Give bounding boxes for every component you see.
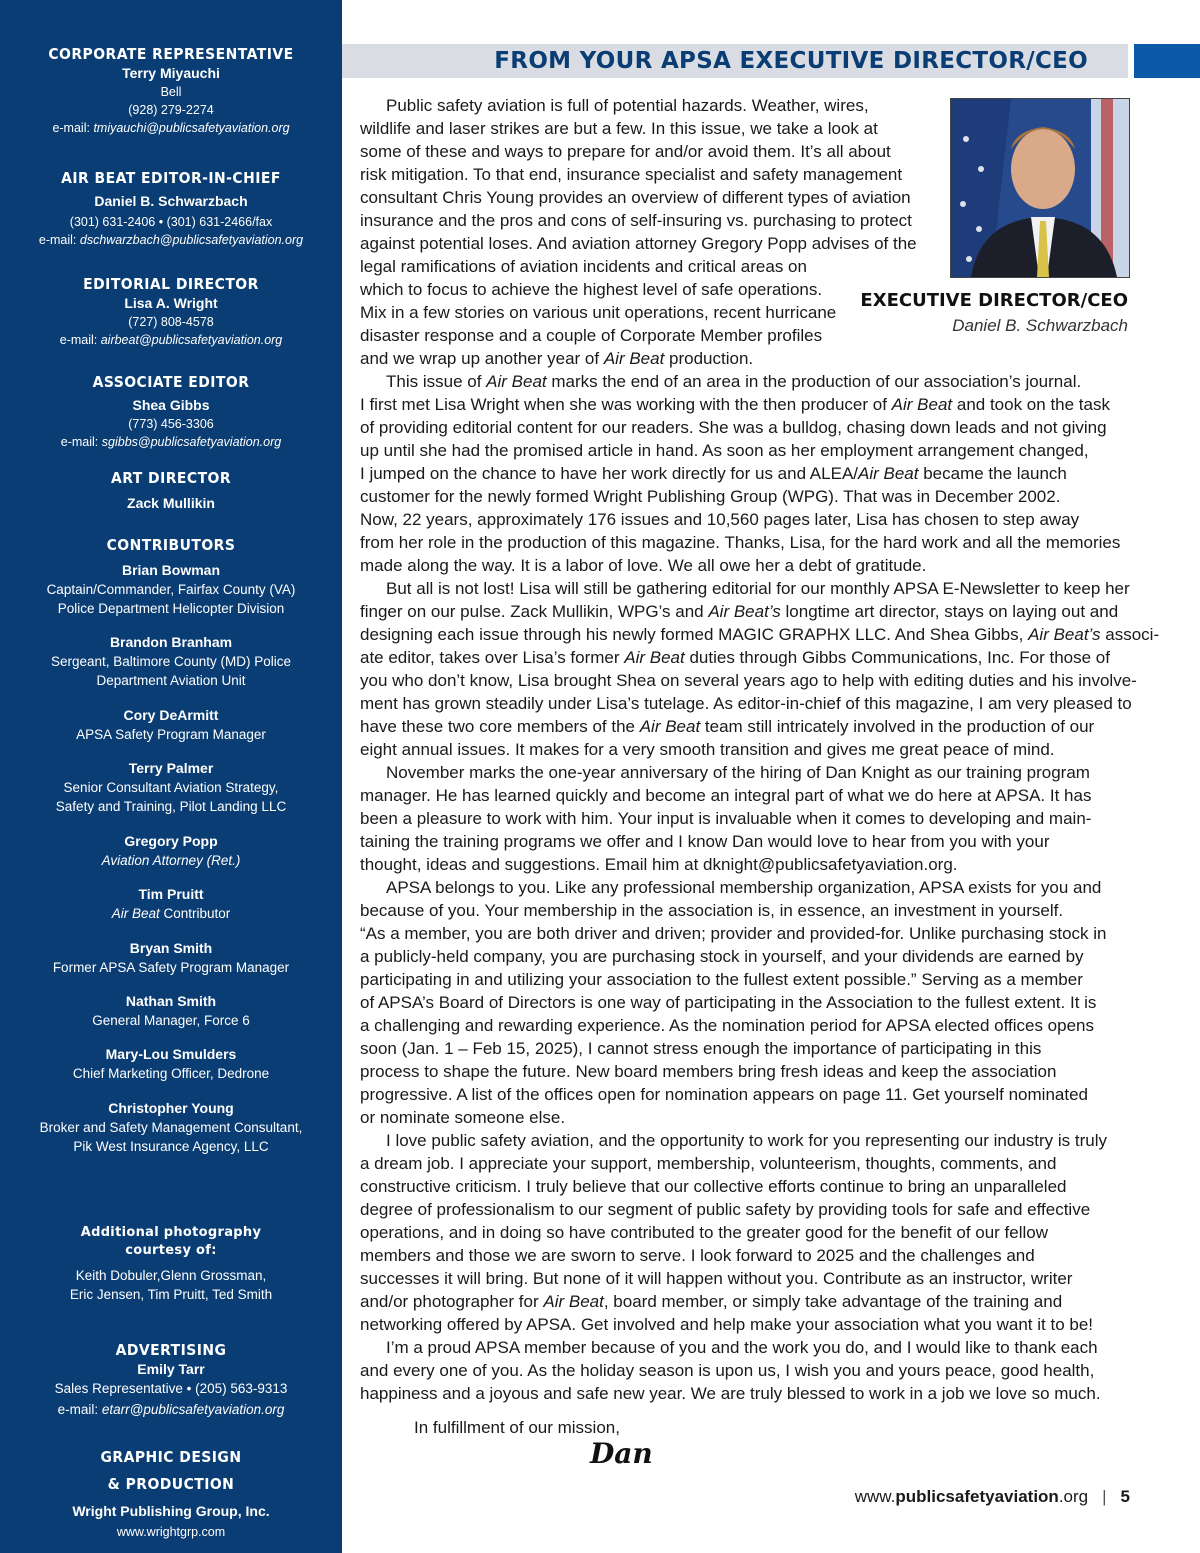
advertising-email[interactable]: etarr@publicsafetyaviation.org [101,1402,285,1417]
email-label: e-mail: [52,121,90,135]
editorial-director-email-row [0,331,342,349]
article-line: November marks the one-year anniversary of the hiring of Dan Knight as our training program [386,763,1090,782]
editorial-director-section [0,274,342,349]
author-title: EXECUTIVE DIRECTOR/CEO [860,290,1128,311]
article-line: a dream job. I appreciate your support, membership, volunteerism, thoughts, comments, and [360,1154,1057,1173]
article-line: wildlife and laser strikes are but a few. In this issue, we take a look at [360,119,878,138]
article-line: I first met Lisa Wright when she was working with the then producer of Air Beat and took on the task [360,395,1110,414]
editor-in-chief-email-row [0,231,342,249]
contributor-role [0,904,342,923]
masthead-sidebar [0,0,342,1553]
advertising-name: Emily Tarr [137,1361,205,1377]
air-beat-title: Air Beat [111,906,160,921]
email-label: e-mail: [38,233,77,247]
article-line: of APSA’s Board of Directors is one way of participating in the Association to the fullest extent. It is [360,993,1097,1012]
url-prefix: www. [854,1487,896,1506]
article-line: participating in and utilizing your association to the fullest extent possible.” Serving as a member [360,970,1083,989]
article-line: members and those we are sworn to serve. I look forward to 2025 and the challenges and [360,1246,1035,1265]
article-line: risk mitigation. To that end, insurance specialist and safety management [360,165,903,184]
article-line: eight annual issues. It makes for a very smooth transition and gives me great peace of mind. [360,740,1055,759]
contributor-name: Christopher Young [108,1100,234,1116]
editorial-director-phone: (727) 808-4578 [128,315,214,329]
article-line: successes it will bring. But none of it will happen without you. Contribute as an instructor, writer [360,1269,1073,1288]
contributor-entry [0,633,342,690]
article-paragraph-5 [360,876,1107,1129]
contributor-entry [0,706,342,744]
contributor-entry [0,939,342,977]
article-paragraph-6 [360,1129,1107,1336]
article-line: and every one of you. As the holiday season is upon us, I wish you and yours peace, good health, [360,1361,1095,1380]
article-line: and/or photographer for Air Beat, board member, or simply take advantage of the training and [360,1292,1063,1311]
article-line: taining the training programs we offer and I know Dan would love to hear from you with your [360,832,1050,851]
contributor-name: Terry Palmer [128,760,214,776]
associate-editor-name: Shea Gibbs [132,397,210,413]
article-line: a publicly-held company, you are purchasing stock in yourself, and your dividends are earned by [360,947,1084,966]
associate-editor-phone: (773) 456-3306 [128,417,214,431]
portrait-illustration [951,99,1129,277]
article-line: constructive criticism. I truly believe that our collective efforts continue to bring an unparalleled [360,1177,1067,1196]
article-line: Public safety aviation is full of potential hazards. Weather, wires, [386,96,869,115]
article-line: up until she had the promised article in hand. As soon as her employment arrangement changed, [360,441,1089,460]
art-director-section [0,468,342,513]
article-line: you who don’t know, Lisa brought Shea on several years ago to help with editing duties and his involve- [360,671,1137,690]
advertising-section [0,1340,342,1419]
article-line: legal ramifications of aviation incidents and critical areas on [360,257,807,276]
contributor-name: Nathan Smith [125,993,217,1009]
advertising-email-row [0,1400,342,1419]
contributor-role: Aviation Attorney (Ret.) [101,853,241,868]
article-line: against potential loses. And aviation attorney Gregory Popp advises of the [360,234,917,253]
contributor-role: Captain/Commander, Fairfax County (VA) [46,582,296,597]
article-line: networking offered by APSA. Get involved and help make your association what you want it to be! [360,1315,1094,1334]
article-line: I’m a proud APSA member because of you and the work you do, and I would like to thank each [386,1338,1098,1357]
article-line: customer for the newly formed Wright Publishing Group (WPG). That was in December 2002. [360,487,1061,506]
article-line: But all is not lost! Lisa will still be gathering editorial for our monthly APSA E-Newsletter to keep her [386,579,1130,598]
article-line: designing each issue through his newly formed MAGIC GRAPHX LLC. And Shea Gibbs, Air Beat’s associ- [360,625,1160,644]
editorial-director-email[interactable]: airbeat@publicsafetyaviation.org [100,333,283,347]
article-line: “As a member, you are both driver and driven; provider and provided-for. Unlike purchasing stock in [360,924,1107,943]
contributor-role: Department Aviation Unit [96,673,246,688]
article-line: and we wrap up another year of Air Beat production. [360,349,754,368]
article-line: I jumped on the chance to have her work directly for us and ALEA/Air Beat became the launch [360,464,1067,483]
photography-credits-line: Eric Jensen, Tim Pruitt, Ted Smith [69,1287,273,1302]
photography-credits-section [0,1224,342,1304]
article-line: I love public safety aviation, and the opportunity to work for you representing our industry is truly [386,1131,1107,1150]
article-paragraph-2 [360,370,1120,577]
footer-separator: | [1102,1487,1107,1506]
article-line: finger on our pulse. Zack Mullikin, WPG’s and Air Beat’s longtime art director, stays on laying out and [360,602,1119,621]
contributor-name: Mary-Lou Smulders [105,1046,237,1062]
article-line: progressive. A list of the offices open for nomination appears on page 11. Get yourself nominated [360,1085,1088,1104]
graphic-design-company: Wright Publishing Group, Inc. [72,1503,270,1519]
article-paragraph-3 [360,577,1159,761]
article-line: thought, ideas and suggestions. Email him at dknight@publicsafetyaviation.org. [360,855,958,874]
contributor-name: Tim Pruitt [138,886,204,902]
contributor-role: Safety and Training, Pilot Landing LLC [55,799,287,814]
associate-editor-email-row [0,433,342,451]
photography-heading: Additional photography [80,1225,262,1240]
article-line: of providing editorial content for our readers. She was a bulldog, chasing down leads and not giving [360,418,1107,437]
contributor-role: General Manager, Force 6 [92,1013,250,1028]
article-line: because of you. Your membership in the association is, in essence, an investment in yourself. [360,901,1064,920]
article-paragraph-7 [360,1336,1101,1405]
contributor-entry [0,1045,342,1083]
contributor-role-rest: Contributor [159,906,231,921]
article-line: some of these and ways to prepare for and/or avoid them. It’s all about [360,142,891,161]
article-line: This issue of Air Beat marks the end of an area in the production of our association’s journal. [386,372,1082,391]
article-line: ment has grown steadily under Lisa’s tutelage. As editor-in-chief of this magazine, I am very pleased to [360,694,1132,713]
article-line: soon (Jan. 1 – Feb 15, 2025), I cannot stress enough the importance of participating in this [360,1039,1042,1058]
editorial-director-heading: EDITORIAL DIRECTOR [83,275,259,293]
article-line: Mix in a few stories on various unit operations, recent hurricane [360,303,837,322]
email-label: e-mail: [57,1402,99,1417]
associate-editor-heading: ASSOCIATE EDITOR [92,373,250,391]
article-line: made along the way. It is a labor of love. We all owe her a debt of gratitude. [360,556,927,575]
contributor-role: Chief Marketing Officer, Dedrone [72,1066,270,1081]
header-accent-block [1134,44,1200,78]
url-domain: publicsafetyaviation [895,1487,1059,1506]
art-director-name: Zack Mullikin [127,495,215,511]
contributor-role: Police Department Helicopter Division [57,601,285,616]
corporate-representative-name: Terry Miyauchi [122,65,220,81]
contributor-entry [0,1099,342,1156]
graphic-design-heading: GRAPHIC DESIGN [100,1448,242,1466]
article-line: happiness and a joyous and safe new year. We are truly blessed to work in a job we love so much. [360,1384,1101,1403]
contributor-name: Cory DeArmitt [123,707,219,723]
contributor-role: Sergeant, Baltimore County (MD) Police [50,654,292,669]
art-director-heading: ART DIRECTOR [110,469,232,487]
contributor-name: Brandon Branham [109,634,233,650]
contributor-role: Former APSA Safety Program Manager [52,960,290,975]
article-line: manager. He has learned quickly and become an integral part of what we do here at APSA. It has [360,786,1092,805]
article-line: been a pleasure to work with him. Your input is invaluable when it comes to developing and main- [360,809,1092,828]
article-line: or nominate someone else. [360,1108,566,1127]
graphic-design-section [0,1444,342,1541]
contributor-entry [0,832,342,870]
contributor-entry [0,885,342,923]
article-line: consultant Chris Young provides an overview of different types of aviation [360,188,911,207]
editor-in-chief-email[interactable]: dschwarzbach@publicsafetyaviation.org [79,233,304,247]
corporate-representative-section [0,44,342,137]
url-suffix: .org [1058,1487,1089,1506]
associate-editor-email[interactable]: sgibbs@publicsafetyaviation.org [101,435,282,449]
contributor-entry [0,561,342,618]
article-line: APSA belongs to you. Like any professional membership organization, APSA exists for you and [386,878,1102,897]
article-paragraph-4 [360,761,1091,876]
editor-in-chief-section [0,168,342,249]
editor-in-chief-heading: AIR BEAT EDITOR-IN-CHIEF [61,169,281,187]
associate-editor-section [0,372,342,451]
article-line: have these two core members of the Air Beat team still intricately involved in the production of our [360,717,1095,736]
corporate-representative-company: Bell [160,85,182,99]
footer-website-link[interactable] [855,1487,1088,1506]
executive-director-photo [950,98,1130,278]
contributor-entry [0,992,342,1030]
signature: Dan [590,1437,653,1470]
article-line: degree of professionalism to our segment of public safety by providing tools for safe and effective [360,1200,1091,1219]
corporate-representative-email[interactable]: tmiyauchi@publicsafetyaviation.org [93,121,290,135]
contributor-name: Gregory Popp [124,833,218,849]
article-line: insurance and the pros and cons of self-insuring vs. purchasing to protect [360,211,912,230]
contributors-section [0,535,342,1156]
corporate-representative-heading: CORPORATE REPRESENTATIVE [48,45,294,63]
email-label: e-mail: [60,435,99,449]
graphic-design-heading-2: & PRODUCTION [107,1475,235,1493]
article-line: from her role in the production of this magazine. Thanks, Lisa, for the hard work and all the memories [360,533,1121,552]
article-line: which to focus to achieve the highest level of safe operations. [360,280,823,299]
advertising-heading: ADVERTISING [115,1341,227,1359]
advertising-line: Sales Representative • (205) 563-9313 [54,1381,288,1396]
editor-in-chief-phone: (301) 631-2406 • (301) 631-2466/fax [69,215,273,229]
graphic-design-url[interactable]: www.wrightgrp.com [116,1525,226,1539]
contributor-role: Pik West Insurance Agency, LLC [73,1139,269,1154]
article-line: ate editor, takes over Lisa’s former Air Beat duties through Gibbs Communications, Inc. For those of [360,648,1110,667]
page-number: 5 [1120,1487,1130,1506]
contributor-name: Bryan Smith [129,940,213,956]
editor-in-chief-name: Daniel B. Schwarzbach [94,193,248,209]
article-line: a challenging and rewarding experience. As the nomination period for APSA elected offices opens [360,1016,1095,1035]
article-line: operations, and in doing so have contributed to the greater good for the benefit of our fellow [360,1223,1049,1242]
contributor-role: Senior Consultant Aviation Strategy, [63,780,279,795]
contributor-role: Broker and Safety Management Consultant, [39,1120,303,1135]
article-line: disaster response and a couple of Corporate Member profiles [360,326,823,345]
email-label: e-mail: [59,333,98,347]
article-line: Now, 22 years, approximately 176 issues and 10,560 pages later, Lisa has chosen to step away [360,510,1080,529]
closing-line: In fulfillment of our mission, [414,1418,620,1437]
photography-credits-line: Keith Dobuler,Glenn Grossman, [75,1268,267,1283]
corporate-representative-email-row [0,119,342,137]
corporate-representative-phone: (928) 279-2274 [128,103,214,117]
contributor-role: APSA Safety Program Manager [76,727,266,742]
page-footer [760,1486,1130,1508]
contributor-entry [0,759,342,816]
contributor-name: Brian Bowman [121,562,220,578]
article-line: process to shape the future. New board members bring fresh ideas and keep the association [360,1062,1057,1081]
contributors-heading: CONTRIBUTORS [106,536,236,554]
photography-heading-2: courtesy of: [125,1243,217,1258]
editorial-director-name: Lisa A. Wright [124,295,218,311]
page-title: FROM YOUR APSA EXECUTIVE DIRECTOR/CEO [494,48,1088,74]
article-paragraph-1 [360,94,917,370]
author-name: Daniel B. Schwarzbach [952,316,1128,335]
